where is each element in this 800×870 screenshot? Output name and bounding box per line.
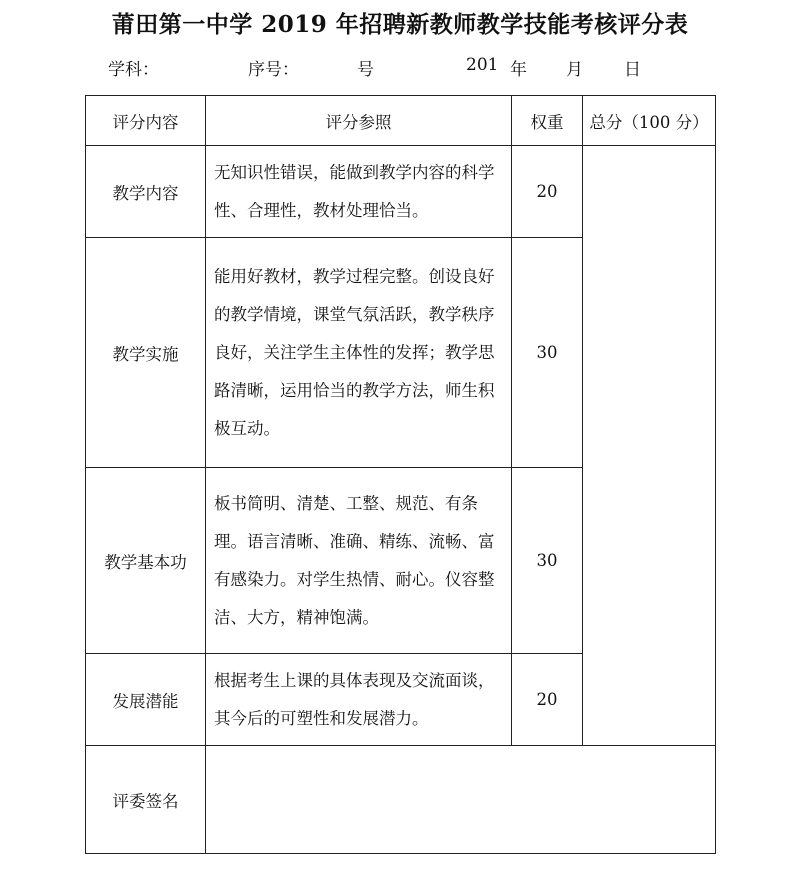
signature-label: 评委签名 [86, 746, 206, 854]
month-label: 月 [566, 60, 583, 80]
scoring-table [85, 95, 716, 854]
subject-label: 学科： [108, 60, 159, 80]
serial-label: 序号： [248, 60, 299, 80]
row-weight: 20 [512, 146, 583, 238]
signature-row [86, 746, 716, 854]
year-label: 年 [510, 60, 527, 80]
header-category: 评分内容 [86, 96, 206, 146]
row-category: 教学基本功 [86, 468, 206, 654]
page-title: 莆田第一中学 2019 年招聘新教师教学技能考核评分表 [111, 11, 689, 38]
header-weight: 权重 [512, 96, 583, 146]
row-criteria: 根据考生上课的具体表现及交流面谈，其今后的可塑性和发展潜力。 [206, 654, 512, 746]
header-total: 总分（100 分） [583, 96, 716, 146]
row-weight: 20 [512, 654, 583, 746]
signature-area[interactable] [206, 746, 716, 854]
number-suffix: 号 [357, 60, 374, 80]
header-criteria: 评分参照 [206, 96, 512, 146]
total-score-cell[interactable] [583, 146, 716, 746]
row-criteria: 板书简明、清楚、工整、规范、有条理。语言清晰、准确、精练、流畅、富有感染力。对学生热情、耐心。仪容整洁、大方，精神饱满。 [206, 468, 512, 654]
day-label: 日 [624, 60, 641, 80]
row-category: 发展潜能 [86, 654, 206, 746]
row-weight: 30 [512, 238, 583, 468]
row-criteria: 无知识性错误，能做到教学内容的科学性、合理性，教材处理恰当。 [206, 146, 512, 238]
header-row [86, 96, 716, 146]
table-row [86, 146, 716, 238]
row-category: 教学内容 [86, 146, 206, 238]
row-weight: 30 [512, 468, 583, 654]
row-category: 教学实施 [86, 238, 206, 468]
year-prefix: 201 [466, 55, 499, 75]
row-criteria: 能用好教材，教学过程完整。创设良好的教学情境，课堂气氛活跃，教学秩序良好，关注学生主体性的发挥；教学思路清晰，运用恰当的教学方法，师生积极互动。 [206, 238, 512, 468]
